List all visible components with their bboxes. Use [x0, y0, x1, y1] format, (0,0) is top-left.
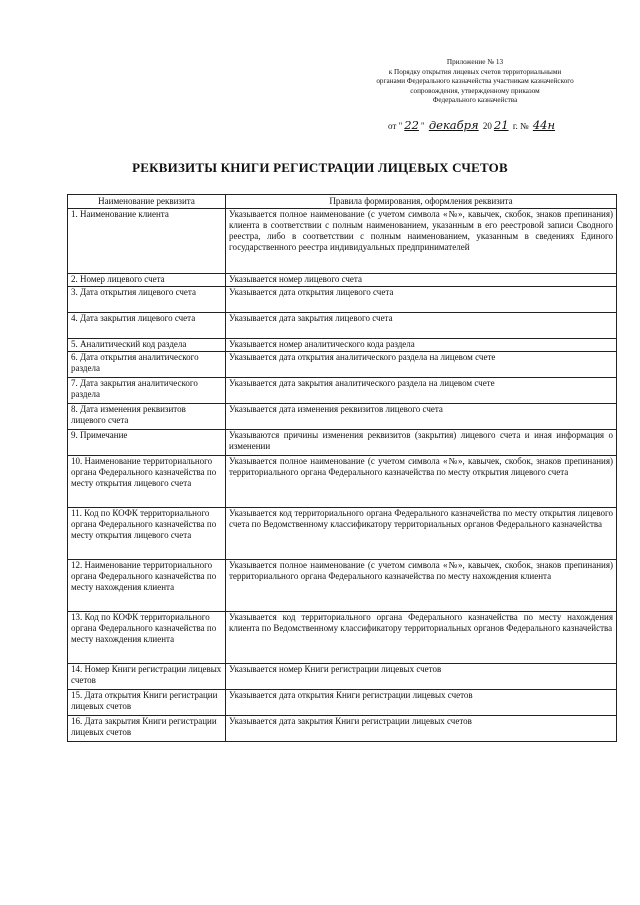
requisite-rule: Указывается полное наименование (с учетом символа «№», кавычек, скобок, знаков препинания) клиента в соответствии с полным наименованием, указанным в его реестровой записи Сводного реестра, либо в соответствии с полным наименованием, указанным в сведениях Единого государственного реестра индивидуальных предпринимателей [226, 209, 617, 274]
requisite-name: 9. Примечание [68, 430, 226, 456]
order-year-suffix: 21 [493, 118, 509, 132]
requisites-table [67, 194, 617, 742]
requisite-name: 14. Номер Книги регистрации лицевых счетов [68, 664, 226, 690]
annex-line: органами Федерального казначейства участникам казначейского [376, 77, 574, 86]
table-row [68, 287, 617, 313]
table-row [68, 456, 617, 508]
requisite-name: 15. Дата открытия Книги регистрации лицевых счетов [68, 690, 226, 716]
column-header-rule: Правила формирования, оформления реквизита [226, 195, 617, 209]
requisite-name: 4. Дата закрытия лицевого счета [68, 313, 226, 339]
requisite-name: 11. Код по КОФК территориального органа Федерального казначейства по месту открытия лицевого счета [68, 508, 226, 560]
order-date-number: от " 22 " декабря 20 21 г. № 44н [388, 118, 556, 132]
table-row [68, 508, 617, 560]
order-day: 22 [404, 118, 419, 132]
table-row [68, 612, 617, 664]
requisite-rule: Указывается дата открытия аналитического раздела на лицевом счете [226, 352, 617, 378]
requisite-rule: Указывается номер лицевого счета [226, 274, 617, 287]
table-row [68, 339, 617, 352]
table-row [68, 560, 617, 612]
table-row [68, 690, 617, 716]
requisite-rule: Указывается код территориального органа Федерального казначейства по месту открытия лицевого счета по Ведомственному классификатору территориальных органов Федерального казначейства [226, 508, 617, 560]
requisite-rule: Указывается дата открытия лицевого счета [226, 287, 617, 313]
table-row [68, 716, 617, 742]
requisite-rule: Указывается дата открытия Книги регистрации лицевых счетов [226, 690, 617, 716]
requisite-rule: Указывается дата изменения реквизитов лицевого счета [226, 404, 617, 430]
requisite-name: 13. Код по КОФК территориального органа Федерального казначейства по месту нахождения клиента [68, 612, 226, 664]
requisite-name: 2. Номер лицевого счета [68, 274, 226, 287]
order-from-label: от [388, 121, 397, 131]
requisite-name: 5. Аналитический код раздела [68, 339, 226, 352]
table-row [68, 313, 617, 339]
requisite-rule: Указывается дата закрытия лицевого счета [226, 313, 617, 339]
table-row [68, 352, 617, 378]
table-row [68, 404, 617, 430]
requisite-name: 10. Наименование территориального органа Федерального казначейства по месту открытия лицевого счета [68, 456, 226, 508]
requisite-rule: Указывается номер аналитического кода раздела [226, 339, 617, 352]
requisite-rule: Указывается дата закрытия Книги регистрации лицевых счетов [226, 716, 617, 742]
requisite-name: 3. Дата открытия лицевого счета [68, 287, 226, 313]
table-row [68, 274, 617, 287]
requisite-name: 16. Дата закрытия Книги регистрации лицевых счетов [68, 716, 226, 742]
annex-line: Приложение № 13 [446, 58, 504, 66]
requisite-rule: Указывается полное наименование (с учетом символа «№», кавычек, скобок, знаков препинания) территориального органа Федерального казначейства по месту нахождения клиента [226, 560, 617, 612]
annex-line: к Порядку открытия лицевых счетов территориальными [388, 67, 562, 76]
page-title: РЕКВИЗИТЫ КНИГИ РЕГИСТРАЦИИ ЛИЦЕВЫХ СЧЕТОВ [132, 160, 508, 175]
column-header-name: Наименование реквизита [68, 195, 226, 209]
table-header-row [68, 195, 617, 209]
table-row [68, 378, 617, 404]
table-row [68, 430, 617, 456]
order-year-prefix: 20 [482, 121, 492, 131]
order-year-label: г. [512, 121, 518, 131]
requisite-rule: Указывается код территориального органа Федерального казначейства по месту нахождения клиента по Ведомственному классификатору территориальных органов Федерального казначейства [226, 612, 617, 664]
requisite-name: 6. Дата открытия аналитического раздела [68, 352, 226, 378]
requisite-name: 1. Наименование клиента [68, 209, 226, 274]
requisite-rule: Указывается дата закрытия аналитического раздела на лицевом счете [226, 378, 617, 404]
requisite-name: 12. Наименование территориального органа Федерального казначейства по месту нахождения клиента [68, 560, 226, 612]
requisite-rule: Указывается номер Книги регистрации лицевых счетов [226, 664, 617, 690]
requisite-rule: Указывается полное наименование (с учетом символа «№», кавычек, скобок, знаков препинания) территориального органа Федерального казначейства по месту открытия лицевого счета [226, 456, 617, 508]
table-row [68, 209, 617, 274]
annex-line: Федерального казначейства [432, 96, 518, 105]
order-number: 44н [532, 118, 556, 132]
requisite-name: 7. Дата закрытия аналитического раздела [68, 378, 226, 404]
requisite-name: 8. Дата изменения реквизитов лицевого счета [68, 404, 226, 430]
requisite-rule: Указываются причины изменения реквизитов (закрытия) лицевого счета и иная информация о изменении [226, 430, 617, 456]
order-number-label: № [520, 121, 529, 131]
order-month: декабря [428, 118, 479, 132]
table-row [68, 664, 617, 690]
annex-line: сопровождения, утвержденному приказом [410, 86, 540, 95]
annex-header [340, 58, 610, 106]
